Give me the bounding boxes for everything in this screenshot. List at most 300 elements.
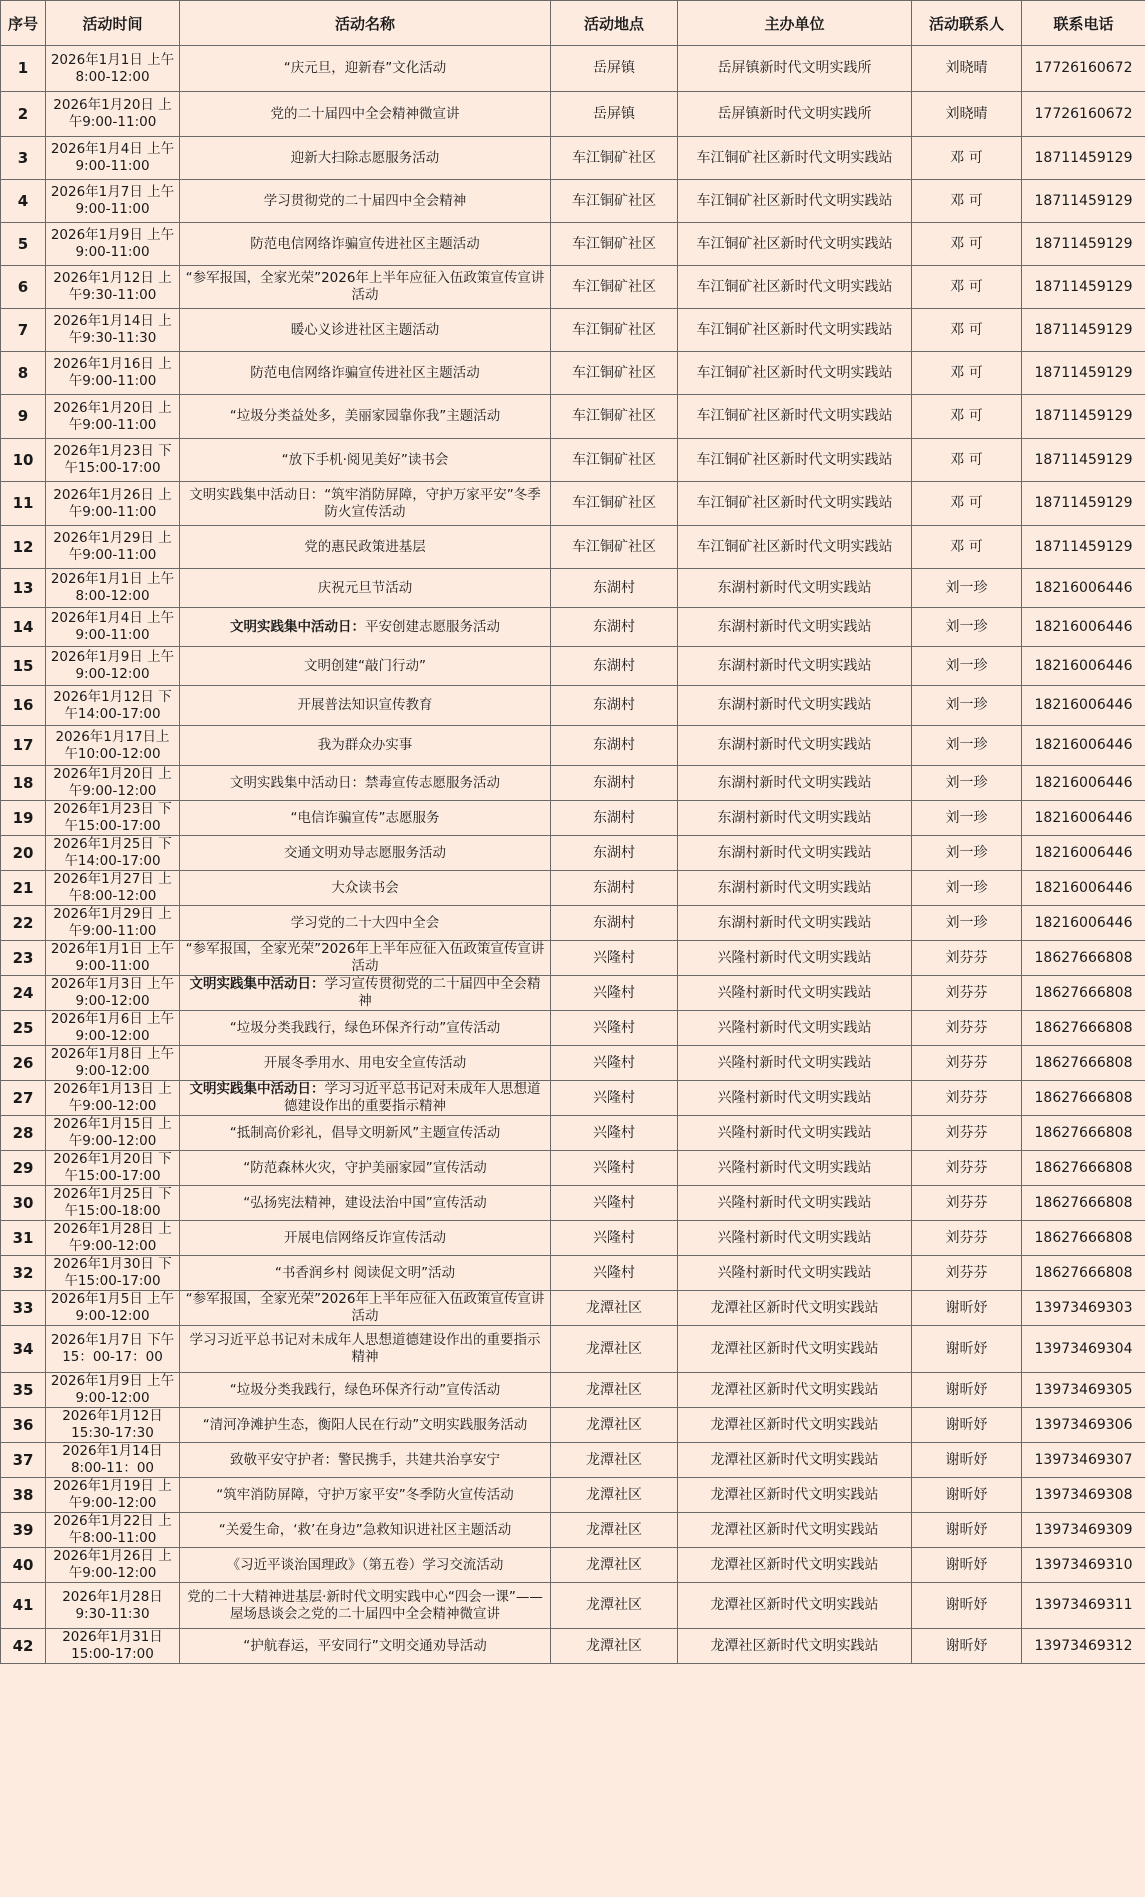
row-seq: 27 (1, 1081, 46, 1116)
row-location: 龙潭社区 (551, 1583, 678, 1629)
row-time: 2026年1月9日 上午9:00-11:00 (46, 223, 180, 266)
table-row (1, 46, 1145, 92)
row-seq: 40 (1, 1548, 46, 1583)
row-contact: 刘一珍 (912, 569, 1022, 608)
table-row (1, 1186, 1145, 1221)
row-activity-name (180, 92, 551, 137)
row-location: 东湖村 (551, 569, 678, 608)
row-time: 2026年1月3日 上午9:00-12:00 (46, 976, 180, 1011)
row-seq: 5 (1, 223, 46, 266)
row-location: 龙潭社区 (551, 1291, 678, 1326)
row-contact: 邓 可 (912, 223, 1022, 266)
row-phone: 18216006446 (1022, 906, 1145, 941)
table-row (1, 836, 1145, 871)
row-activity-text: “筑牢消防屏障，守护万家平安”冬季防火宣传活动 (216, 1486, 514, 1503)
row-organizer: 东湖村新时代文明实践站 (678, 766, 912, 801)
row-phone: 18216006446 (1022, 871, 1145, 906)
row-phone: 13973469309 (1022, 1513, 1145, 1548)
row-activity-text: 文明创建“敲门行动” (304, 657, 426, 674)
row-location: 兴隆村 (551, 1151, 678, 1186)
row-phone: 18711459129 (1022, 439, 1145, 482)
row-location: 车江铜矿社区 (551, 482, 678, 526)
row-activity-name (180, 46, 551, 92)
row-activity-text: 防范电信网络诈骗宣传进社区主题活动 (250, 364, 480, 381)
row-contact: 刘一珍 (912, 871, 1022, 906)
table-row (1, 726, 1145, 766)
row-time: 2026年1月23日 下午15:00-17:00 (46, 801, 180, 836)
row-location: 龙潭社区 (551, 1513, 678, 1548)
row-organizer: 车江铜矿社区新时代文明实践站 (678, 395, 912, 439)
row-location: 兴隆村 (551, 1186, 678, 1221)
row-activity-name (180, 1256, 551, 1291)
row-organizer: 兴隆村新时代文明实践站 (678, 976, 912, 1011)
row-contact: 邓 可 (912, 180, 1022, 223)
row-activity-name (180, 647, 551, 686)
row-activity-text: “关爱生命，‘救’在身边”急救知识进社区主题活动 (218, 1521, 512, 1538)
row-time: 2026年1月4日 上午9:00-11:00 (46, 137, 180, 180)
table-row (1, 1443, 1145, 1478)
row-seq: 28 (1, 1116, 46, 1151)
row-phone: 18627666808 (1022, 1151, 1145, 1186)
row-seq: 12 (1, 526, 46, 569)
table-row (1, 92, 1145, 137)
row-organizer: 车江铜矿社区新时代文明实践站 (678, 439, 912, 482)
header-activity-name: 活动名称 (180, 1, 551, 46)
row-activity-text: “参军报国，全家光荣”2026年上半年应征入伍政策宣传宣讲活动 (185, 1291, 545, 1324)
row-activity-text: 暖心义诊进社区主题活动 (290, 321, 440, 338)
table-row (1, 1629, 1145, 1664)
row-location: 车江铜矿社区 (551, 180, 678, 223)
row-seq: 13 (1, 569, 46, 608)
row-contact: 谢昕妤 (912, 1513, 1022, 1548)
row-phone: 13973469307 (1022, 1443, 1145, 1478)
row-contact: 邓 可 (912, 482, 1022, 526)
row-contact: 刘一珍 (912, 766, 1022, 801)
row-phone: 18711459129 (1022, 266, 1145, 309)
row-activity-name (180, 1373, 551, 1408)
row-activity-name (180, 395, 551, 439)
row-location: 兴隆村 (551, 1116, 678, 1151)
row-contact: 刘芬芬 (912, 1256, 1022, 1291)
header-organizer: 主办单位 (678, 1, 912, 46)
row-phone: 18216006446 (1022, 801, 1145, 836)
row-location: 龙潭社区 (551, 1373, 678, 1408)
row-activity-text: 《习近平谈治国理政》（第五卷）学习交流活动 (226, 1556, 504, 1573)
row-activity-text: 防范电信网络诈骗宣传进社区主题活动 (250, 235, 480, 252)
row-organizer: 东湖村新时代文明实践站 (678, 871, 912, 906)
row-organizer: 东湖村新时代文明实践站 (678, 647, 912, 686)
row-phone: 13973469312 (1022, 1629, 1145, 1664)
row-organizer: 车江铜矿社区新时代文明实践站 (678, 482, 912, 526)
row-contact: 邓 可 (912, 526, 1022, 569)
row-contact: 邓 可 (912, 137, 1022, 180)
row-location: 东湖村 (551, 871, 678, 906)
row-seq: 29 (1, 1151, 46, 1186)
row-highlight-prefix: 文明实践集中活动日： (230, 618, 365, 635)
row-time: 2026年1月26日 上午9:00-12:00 (46, 1548, 180, 1583)
table-row (1, 1408, 1145, 1443)
row-location: 车江铜矿社区 (551, 352, 678, 395)
table-row (1, 871, 1145, 906)
row-activity-name (180, 1443, 551, 1478)
table-row (1, 223, 1145, 266)
row-activity-text: 党的二十大精神进基层·新时代文明实践中心“四会一课”——屋场恳谈会之党的二十届四中全会精神微宣讲 (187, 1588, 543, 1622)
row-seq: 10 (1, 439, 46, 482)
row-location: 兴隆村 (551, 1081, 678, 1116)
row-seq: 16 (1, 686, 46, 726)
row-contact: 刘芬芬 (912, 941, 1022, 976)
row-phone: 18627666808 (1022, 1116, 1145, 1151)
row-organizer: 岳屏镇新时代文明实践所 (678, 92, 912, 137)
row-time: 2026年1月7日 上午9:00-11:00 (46, 180, 180, 223)
row-organizer: 车江铜矿社区新时代文明实践站 (678, 223, 912, 266)
row-contact: 刘晓晴 (912, 46, 1022, 92)
row-seq: 38 (1, 1478, 46, 1513)
row-contact: 刘一珍 (912, 906, 1022, 941)
row-phone: 18216006446 (1022, 836, 1145, 871)
row-organizer: 车江铜矿社区新时代文明实践站 (678, 266, 912, 309)
row-time: 2026年1月14日8:00-11：00 (46, 1443, 180, 1478)
row-activity-name (180, 180, 551, 223)
row-seq: 6 (1, 266, 46, 309)
row-organizer: 龙潭社区新时代文明实践站 (678, 1478, 912, 1513)
row-time: 2026年1月28日 上午9:00-12:00 (46, 1221, 180, 1256)
row-activity-name (180, 726, 551, 766)
row-seq: 33 (1, 1291, 46, 1326)
row-seq: 26 (1, 1046, 46, 1081)
row-organizer: 东湖村新时代文明实践站 (678, 569, 912, 608)
header-location: 活动地点 (551, 1, 678, 46)
row-organizer: 龙潭社区新时代文明实践站 (678, 1548, 912, 1583)
row-activity-name (180, 1548, 551, 1583)
row-activity-name (180, 137, 551, 180)
row-time: 2026年1月8日 上午9:00-12:00 (46, 1046, 180, 1081)
row-contact: 谢昕妤 (912, 1629, 1022, 1664)
table-row (1, 1046, 1145, 1081)
table-row (1, 976, 1145, 1011)
table-row (1, 1151, 1145, 1186)
table-row (1, 1548, 1145, 1583)
row-time: 2026年1月20日 上午9:00-11:00 (46, 92, 180, 137)
row-organizer: 车江铜矿社区新时代文明实践站 (678, 352, 912, 395)
row-time: 2026年1月6日 上午9:00-12:00 (46, 1011, 180, 1046)
row-phone: 18627666808 (1022, 1011, 1145, 1046)
table-row (1, 439, 1145, 482)
row-location: 兴隆村 (551, 1046, 678, 1081)
row-activity-text: 文明实践集中活动日：“筑牢消防屏障，守护万家平安”冬季防火宣传活动 (189, 486, 541, 520)
row-time: 2026年1月12日 上午9:30-11:00 (46, 266, 180, 309)
row-phone: 18711459129 (1022, 180, 1145, 223)
row-activity-name (180, 1583, 551, 1629)
row-seq: 8 (1, 352, 46, 395)
row-location: 车江铜矿社区 (551, 526, 678, 569)
table-row (1, 569, 1145, 608)
table-row (1, 395, 1145, 439)
row-activity-name (180, 1513, 551, 1548)
row-activity-name (180, 1186, 551, 1221)
row-location: 东湖村 (551, 906, 678, 941)
row-seq: 21 (1, 871, 46, 906)
row-activity-name (180, 1011, 551, 1046)
row-organizer: 车江铜矿社区新时代文明实践站 (678, 180, 912, 223)
row-time: 2026年1月1日 上午8:00-12:00 (46, 46, 180, 92)
row-seq: 22 (1, 906, 46, 941)
row-activity-name (180, 352, 551, 395)
row-activity-name (180, 309, 551, 352)
row-phone: 18711459129 (1022, 526, 1145, 569)
row-activity-text: 党的二十届四中全会精神微宣讲 (270, 105, 460, 122)
row-location: 龙潭社区 (551, 1326, 678, 1373)
row-organizer: 东湖村新时代文明实践站 (678, 608, 912, 647)
row-phone: 18627666808 (1022, 1081, 1145, 1116)
row-activity-text: 我为群众办实事 (317, 737, 413, 753)
row-organizer: 车江铜矿社区新时代文明实践站 (678, 137, 912, 180)
row-location: 龙潭社区 (551, 1443, 678, 1478)
row-contact: 谢昕妤 (912, 1548, 1022, 1583)
row-location: 东湖村 (551, 801, 678, 836)
row-activity-text: “抵制高价彩礼，倡导文明新风”主题宣传活动 (229, 1124, 501, 1141)
row-organizer: 龙潭社区新时代文明实践站 (678, 1326, 912, 1373)
row-location: 东湖村 (551, 766, 678, 801)
row-contact: 刘芬芬 (912, 1221, 1022, 1256)
table-row (1, 766, 1145, 801)
row-time: 2026年1月20日 上午9:00-11:00 (46, 395, 180, 439)
row-location: 兴隆村 (551, 941, 678, 976)
row-time: 2026年1月29日 上午9:00-11:00 (46, 906, 180, 941)
table-row (1, 1513, 1145, 1548)
row-phone: 13973469310 (1022, 1548, 1145, 1583)
row-organizer: 兴隆村新时代文明实践站 (678, 1011, 912, 1046)
row-location: 岳屏镇 (551, 92, 678, 137)
row-time: 2026年1月22日 上午8:00-11:00 (46, 1513, 180, 1548)
row-organizer: 车江铜矿社区新时代文明实践站 (678, 526, 912, 569)
row-location: 车江铜矿社区 (551, 309, 678, 352)
row-time: 2026年1月25日 下午15:00-18:00 (46, 1186, 180, 1221)
row-organizer: 兴隆村新时代文明实践站 (678, 1186, 912, 1221)
row-activity-text: “护航春运，平安同行”文明交通劝导活动 (243, 1637, 487, 1654)
table-row (1, 608, 1145, 647)
row-phone: 18711459129 (1022, 395, 1145, 439)
row-activity-name (180, 1291, 551, 1326)
row-location: 东湖村 (551, 726, 678, 766)
row-activity-name (180, 836, 551, 871)
row-activity-text: 学习党的二十大四中全会 (290, 914, 440, 931)
row-activity-name (180, 223, 551, 266)
row-time: 2026年1月14日 上午9:30-11:30 (46, 309, 180, 352)
row-contact: 刘芬芬 (912, 1186, 1022, 1221)
row-location: 兴隆村 (551, 976, 678, 1011)
row-seq: 1 (1, 46, 46, 92)
row-seq: 9 (1, 395, 46, 439)
row-location: 龙潭社区 (551, 1408, 678, 1443)
table-row (1, 137, 1145, 180)
row-location: 兴隆村 (551, 1221, 678, 1256)
row-time: 2026年1月31日 15:00-17:00 (46, 1629, 180, 1664)
row-phone: 18711459129 (1022, 309, 1145, 352)
row-time: 2026年1月16日 上午9:00-11:00 (46, 352, 180, 395)
row-organizer: 龙潭社区新时代文明实践站 (678, 1583, 912, 1629)
row-phone: 18627666808 (1022, 1221, 1145, 1256)
row-organizer: 车江铜矿社区新时代文明实践站 (678, 309, 912, 352)
row-activity-name (180, 482, 551, 526)
row-location: 东湖村 (551, 686, 678, 726)
row-time: 2026年1月15日 上午9:00-12:00 (46, 1116, 180, 1151)
row-activity-text: “庆元旦，迎新春”文化活动 (283, 60, 447, 76)
row-phone: 18216006446 (1022, 608, 1145, 647)
row-phone: 18216006446 (1022, 726, 1145, 766)
row-contact: 刘晓晴 (912, 92, 1022, 137)
row-activity-name (180, 266, 551, 309)
row-activity-name (180, 941, 551, 976)
row-time: 2026年1月30日 下午15:00-17:00 (46, 1256, 180, 1291)
row-activity-text: 开展普法知识宣传教育 (297, 697, 433, 713)
row-activity-text: 致敬平安守护者：警民携手，共建共治享安宁 (230, 1451, 500, 1468)
row-activity-text: “垃圾分类我践行，绿色环保齐行动”宣传活动 (229, 1019, 501, 1036)
table-row (1, 1326, 1145, 1373)
row-organizer: 东湖村新时代文明实践站 (678, 906, 912, 941)
header-seq: 序号 (1, 1, 46, 46)
row-time: 2026年1月26日 上午9:00-11:00 (46, 482, 180, 526)
row-contact: 谢昕妤 (912, 1326, 1022, 1373)
table-row (1, 1011, 1145, 1046)
row-activity-name (180, 439, 551, 482)
row-time: 2026年1月12日 15:30-17:30 (46, 1408, 180, 1443)
row-seq: 18 (1, 766, 46, 801)
header-phone: 联系电话 (1022, 1, 1145, 46)
row-activity-name (180, 906, 551, 941)
row-contact: 刘一珍 (912, 801, 1022, 836)
row-contact: 刘芬芬 (912, 976, 1022, 1011)
row-activity-text: 庆祝元旦节活动 (317, 579, 413, 596)
row-organizer: 兴隆村新时代文明实践站 (678, 941, 912, 976)
row-organizer: 兴隆村新时代文明实践站 (678, 1221, 912, 1256)
row-time: 2026年1月5日 上午9:00-12:00 (46, 1291, 180, 1326)
row-contact: 刘一珍 (912, 836, 1022, 871)
table-row (1, 352, 1145, 395)
row-organizer: 岳屏镇新时代文明实践所 (678, 46, 912, 92)
row-activity-name (180, 1408, 551, 1443)
table-row (1, 309, 1145, 352)
row-phone: 18627666808 (1022, 1256, 1145, 1291)
row-seq: 34 (1, 1326, 46, 1373)
row-activity-name (180, 569, 551, 608)
row-contact: 刘一珍 (912, 726, 1022, 766)
row-seq: 4 (1, 180, 46, 223)
row-seq: 35 (1, 1373, 46, 1408)
row-activity-name (180, 1629, 551, 1664)
row-activity-text: 文明实践集中活动日：禁毒宣传志愿服务活动 (230, 774, 500, 791)
row-activity-text: 学习贯彻党的二十届四中全会精神 (263, 192, 467, 209)
row-seq: 31 (1, 1221, 46, 1256)
row-activity-name (180, 1081, 551, 1116)
row-time: 2026年1月23日 下午15:00-17:00 (46, 439, 180, 482)
row-contact: 谢昕妤 (912, 1373, 1022, 1408)
row-activity-text: “放下手机·阅见美好”读书会 (281, 451, 449, 468)
row-seq: 30 (1, 1186, 46, 1221)
row-contact: 刘芬芬 (912, 1081, 1022, 1116)
row-time: 2026年1月9日 上午9:00-12:00 (46, 647, 180, 686)
row-phone: 17726160672 (1022, 92, 1145, 137)
row-activity-text: 迎新大扫除志愿服务活动 (290, 149, 440, 166)
table-row (1, 180, 1145, 223)
row-time: 2026年1月27日 上午8:00-12:00 (46, 871, 180, 906)
row-organizer: 龙潭社区新时代文明实践站 (678, 1291, 912, 1326)
row-phone: 13973469303 (1022, 1291, 1145, 1326)
row-activity-name (180, 1151, 551, 1186)
row-activity-name (180, 608, 551, 647)
row-organizer: 东湖村新时代文明实践站 (678, 686, 912, 726)
row-time: 2026年1月25日 下午14:00-17:00 (46, 836, 180, 871)
table-row (1, 266, 1145, 309)
row-contact: 邓 可 (912, 352, 1022, 395)
row-activity-name (180, 801, 551, 836)
row-location: 龙潭社区 (551, 1629, 678, 1664)
row-contact: 刘芬芬 (912, 1046, 1022, 1081)
row-time: 2026年1月9日 上午9:00-12:00 (46, 1373, 180, 1408)
row-organizer: 兴隆村新时代文明实践站 (678, 1151, 912, 1186)
row-activity-text: 平安创建志愿服务活动 (365, 618, 500, 635)
row-location: 车江铜矿社区 (551, 439, 678, 482)
table-row (1, 1373, 1145, 1408)
row-time: 2026年1月1日 上午9:00-11:00 (46, 941, 180, 976)
row-phone: 18216006446 (1022, 686, 1145, 726)
row-contact: 刘芬芬 (912, 1151, 1022, 1186)
table-row (1, 941, 1145, 976)
row-time: 2026年1月29日 上午9:00-11:00 (46, 526, 180, 569)
row-location: 岳屏镇 (551, 46, 678, 92)
row-seq: 11 (1, 482, 46, 526)
row-contact: 邓 可 (912, 395, 1022, 439)
row-location: 车江铜矿社区 (551, 395, 678, 439)
row-activity-text: 学习习近平总书记对未成年人思想道德建设作出的重要指示精神 (189, 1332, 541, 1365)
row-contact: 刘一珍 (912, 686, 1022, 726)
row-activity-name (180, 766, 551, 801)
row-activity-text: “垃圾分类益处多，美丽家园靠你我”主题活动 (229, 408, 501, 424)
row-time: 2026年1月17日上午10:00-12:00 (46, 726, 180, 766)
row-contact: 邓 可 (912, 309, 1022, 352)
table-row (1, 647, 1145, 686)
row-location: 车江铜矿社区 (551, 223, 678, 266)
row-contact: 刘一珍 (912, 647, 1022, 686)
row-activity-name (180, 686, 551, 726)
row-contact: 谢昕妤 (912, 1443, 1022, 1478)
row-organizer: 东湖村新时代文明实践站 (678, 726, 912, 766)
row-location: 东湖村 (551, 647, 678, 686)
table-row (1, 801, 1145, 836)
row-activity-text: “参军报国，全家光荣”2026年上半年应征入伍政策宣传宣讲活动 (185, 941, 545, 974)
row-phone: 18711459129 (1022, 482, 1145, 526)
table-row (1, 482, 1145, 526)
row-organizer: 兴隆村新时代文明实践站 (678, 1081, 912, 1116)
row-phone: 18627666808 (1022, 976, 1145, 1011)
row-contact: 刘芬芬 (912, 1116, 1022, 1151)
row-phone: 18627666808 (1022, 1186, 1145, 1221)
row-time: 2026年1月20日 上午9:00-12:00 (46, 766, 180, 801)
row-phone: 13973469308 (1022, 1478, 1145, 1513)
row-activity-text: 大众读书会 (331, 879, 399, 896)
row-seq: 36 (1, 1408, 46, 1443)
row-organizer: 兴隆村新时代文明实践站 (678, 1116, 912, 1151)
row-location: 车江铜矿社区 (551, 266, 678, 309)
table-row (1, 1291, 1145, 1326)
row-phone: 18627666808 (1022, 941, 1145, 976)
row-activity-text: 学习宣传贯彻党的二十届四中全会精神 (324, 976, 541, 1009)
row-organizer: 东湖村新时代文明实践站 (678, 836, 912, 871)
row-seq: 15 (1, 647, 46, 686)
row-phone: 17726160672 (1022, 46, 1145, 92)
row-seq: 37 (1, 1443, 46, 1478)
row-activity-name (180, 1221, 551, 1256)
